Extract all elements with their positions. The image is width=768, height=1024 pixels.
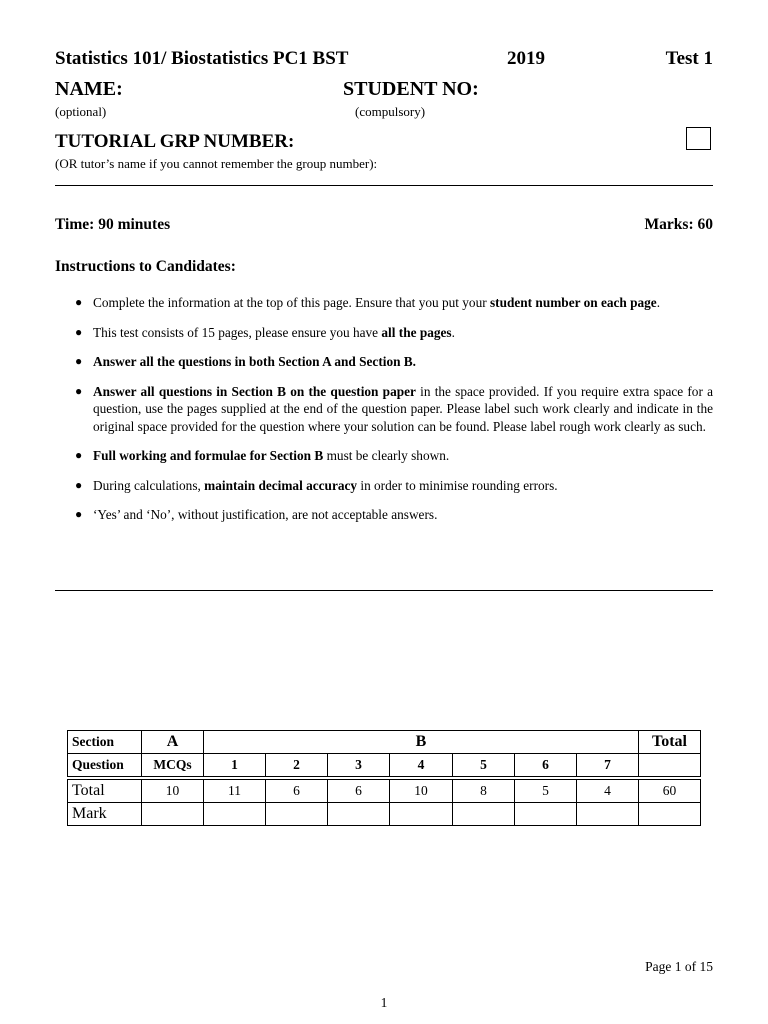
instruction-item: ● This test consists of 15 pages, please ensure you have all the pages.	[75, 324, 455, 340]
question-row	[68, 754, 701, 777]
instructions-list	[75, 294, 713, 536]
bullet-icon: ●	[75, 324, 83, 339]
instruction-item: ● Complete the information at the top of this page. Ensure that you put your student number on each page.	[75, 295, 661, 310]
mark-cell[interactable]	[204, 803, 266, 826]
section-label: Section	[68, 731, 142, 754]
question-label: Question	[68, 754, 142, 777]
name-note: (optional)	[55, 104, 107, 119]
total-cell: 10	[390, 780, 453, 803]
total-cell: 8	[453, 780, 515, 803]
bullet-icon: ●	[75, 383, 83, 398]
mark-cell[interactable]	[577, 803, 639, 826]
bullet-icon: ●	[75, 295, 83, 309]
question-header: 5	[453, 754, 515, 777]
mark-cell[interactable]	[639, 803, 701, 826]
question-header: 6	[515, 754, 577, 777]
mark-row-label: Mark	[68, 803, 142, 826]
mark-cell[interactable]	[266, 803, 328, 826]
tutorial-group-box[interactable]	[686, 127, 711, 150]
question-header: 3	[328, 754, 390, 777]
mark-cell[interactable]	[453, 803, 515, 826]
total-header: Total	[639, 731, 701, 754]
mark-cell[interactable]	[515, 803, 577, 826]
divider-bottom	[55, 590, 713, 591]
total-row-label: Total	[68, 780, 142, 803]
instruction-item: ● During calculations, maintain decimal accuracy in order to minimise rounding errors.	[75, 477, 558, 493]
marks-table	[67, 730, 701, 826]
question-header: 1	[204, 754, 266, 777]
bullet-icon: ●	[75, 354, 83, 368]
exam-cover-page	[55, 0, 713, 1024]
tutorial-note: (OR tutor’s name if you cannot remember the group number):	[55, 156, 378, 171]
tutorial-group-label: TUTORIAL GRP NUMBER:	[55, 131, 295, 152]
mark-cell[interactable]	[390, 803, 453, 826]
name-label: NAME:	[55, 78, 123, 100]
question-header: 2	[266, 754, 328, 777]
total-cell: 60	[639, 780, 701, 803]
mark-row	[68, 803, 701, 826]
test-label: Test 1	[665, 48, 713, 69]
exam-year: 2019	[507, 48, 545, 69]
bullet-icon: ●	[75, 507, 83, 521]
instruction-item: ● Full working and formulae for Section B must be clearly shown.	[75, 448, 450, 463]
total-cell: 6	[266, 780, 328, 803]
total-row	[68, 780, 701, 803]
instruction-item: ● Answer all questions in Section B on the question paper in the space provided. If you require extra space for a question, use the pages supplied at the end of the question paper. Please label such work clearly and indicate in the original space provided for the question where your solution can be found. Please label rough work clearly as such.	[75, 383, 713, 434]
section-b-header: B	[204, 731, 639, 754]
page-number: 1	[380, 995, 388, 1010]
question-header: 4	[390, 754, 453, 777]
mark-cell[interactable]	[328, 803, 390, 826]
header	[55, 48, 713, 72]
student-no-note: (compulsory)	[355, 104, 426, 119]
instruction-item: ● Answer all the questions in both Section A and Section B.	[75, 354, 417, 369]
total-cell: 5	[515, 780, 577, 803]
total-cell: 11	[204, 780, 266, 803]
course-title: Statistics 101/ Biostatistics PC1 BST	[55, 48, 349, 69]
instructions-heading: Instructions to Candidates:	[55, 258, 236, 275]
question-header: MCQs	[142, 754, 204, 777]
bullet-icon: ●	[75, 448, 83, 462]
time-allowed: Time: 90 minutes	[55, 216, 171, 233]
total-marks: Marks: 60	[644, 216, 713, 233]
instruction-item: ● ‘Yes’ and ‘No’, without justification, are not acceptable answers.	[75, 507, 438, 522]
mark-cell[interactable]	[142, 803, 204, 826]
student-no-label: STUDENT NO:	[343, 78, 479, 100]
bullet-icon: ●	[75, 477, 83, 492]
section-row	[68, 731, 701, 754]
question-header: 7	[577, 754, 639, 777]
question-header-blank	[639, 754, 701, 777]
section-a-header: A	[142, 731, 204, 754]
total-cell: 6	[328, 780, 390, 803]
total-cell: 4	[577, 780, 639, 803]
total-cell: 10	[142, 780, 204, 803]
page-of-indicator: Page 1 of 15	[645, 959, 713, 974]
divider-top	[55, 185, 713, 186]
